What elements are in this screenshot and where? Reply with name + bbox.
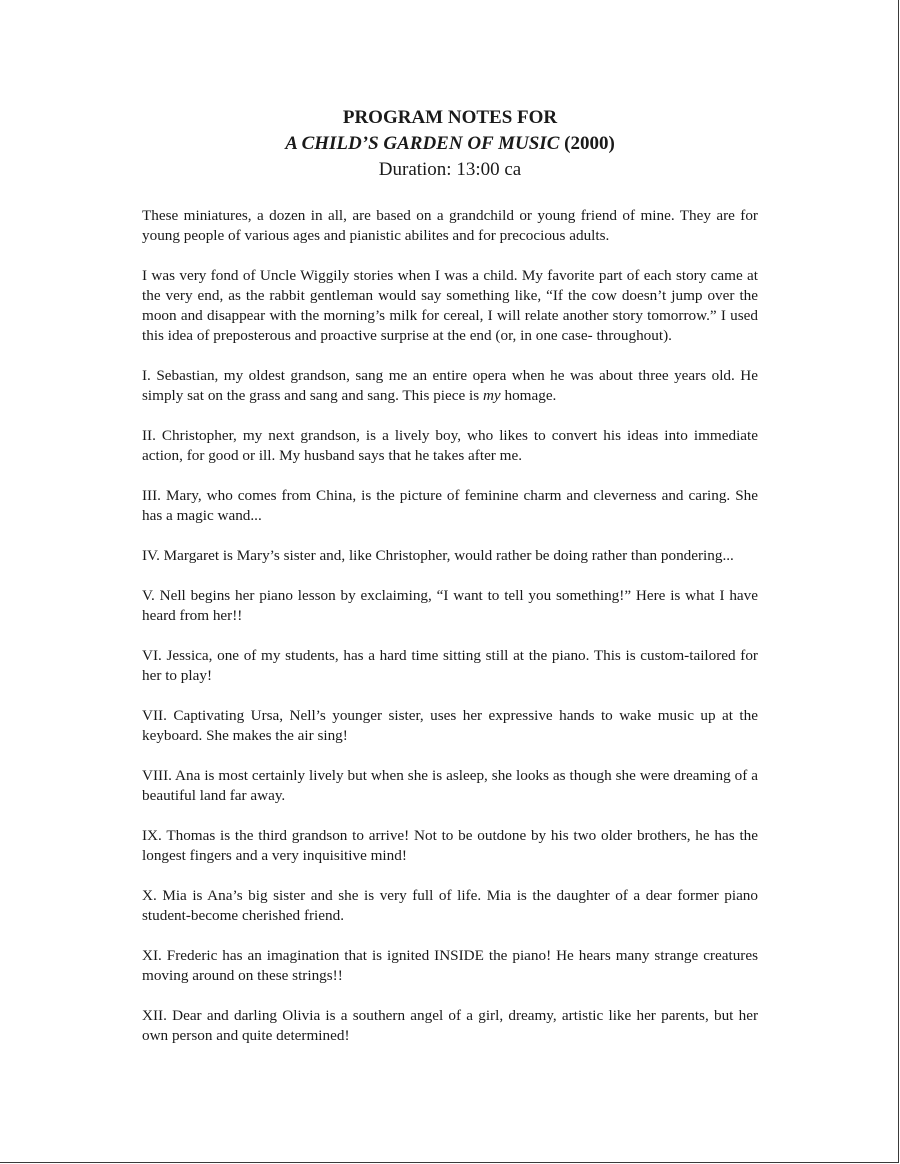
intro-paragraph: I was very fond of Uncle Wiggily stories when I was a child. My favorite part of each story came at the very end, as the rabbit gentleman would say something like, “If the cow doesn’t jump over the moon and disappear with the morning’s milk for cereal, I will relate another story tomorrow.” I used this idea of preposterous and proactive surprise at the end (or, in one case- throughout). <box>142 267 758 344</box>
movement-paragraph-8: VIII. Ana is most certainly lively but when she is asleep, she looks as though she were dreaming of a beautiful land far away. <box>142 767 758 804</box>
movement-paragraph-3: III. Mary, who comes from China, is the picture of feminine charm and cleverness and caring. She has a magic wand... <box>142 487 758 524</box>
movement-paragraph-7: VII. Captivating Ursa, Nell’s younger sister, uses her expressive hands to wake music up at the keyboard. She makes the air sing! <box>142 707 758 744</box>
movement-paragraph-1 <box>142 366 758 406</box>
movement-1-emphasis: my <box>482 387 501 404</box>
work-title: A CHILD’S GARDEN OF MUSIC <box>285 133 560 154</box>
work-year: (2000) <box>564 133 615 154</box>
movement-paragraph-11: XI. Frederic has an imagination that is ignited INSIDE the piano! He hears many strange creatures moving around on these strings!! <box>142 947 758 984</box>
movement-paragraph-4: IV. Margaret is Mary’s sister and, like Christopher, would rather be doing rather than pondering... <box>142 547 734 564</box>
document-header <box>0 105 900 183</box>
movement-paragraph-6: VI. Jessica, one of my students, has a hard time sitting still at the piano. This is custom-tailored for her to play! <box>142 647 758 684</box>
work-title-line <box>0 131 900 157</box>
duration-line: Duration: 13:00 ca <box>378 159 522 180</box>
movement-1-text: I. Sebastian, my oldest grandson, sang me an entire opera when he was about three years old. He simply sat on the grass and sang and sang. This piece is <box>142 367 758 404</box>
document-title: PROGRAM NOTES FOR <box>342 107 558 128</box>
program-notes-body <box>142 206 758 1066</box>
movement-paragraph-12: XII. Dear and darling Olivia is a southern angel of a girl, dreamy, artistic like her parents, but her own person and quite determined! <box>142 1007 758 1044</box>
movement-paragraph-2: II. Christopher, my next grandson, is a lively boy, who likes to convert his ideas into immediate action, for good or ill. My husband says that he takes after me. <box>142 427 758 464</box>
movement-paragraph-10: X. Mia is Ana’s big sister and she is very full of life. Mia is the daughter of a dear former piano student-become cherished friend. <box>142 887 758 924</box>
movement-paragraph-5: V. Nell begins her piano lesson by exclaiming, “I want to tell you something!” Here is what I have heard from her!! <box>142 587 758 624</box>
intro-paragraph: These miniatures, a dozen in all, are based on a grandchild or young friend of mine. They are for young people of various ages and pianistic abilites and for precocious adults. <box>142 207 758 244</box>
movement-1-text-end: homage. <box>500 387 557 404</box>
movement-paragraph-9: IX. Thomas is the third grandson to arrive! Not to be outdone by his two older brothers, he has the longest fingers and a very inquisitive mind! <box>142 827 758 864</box>
